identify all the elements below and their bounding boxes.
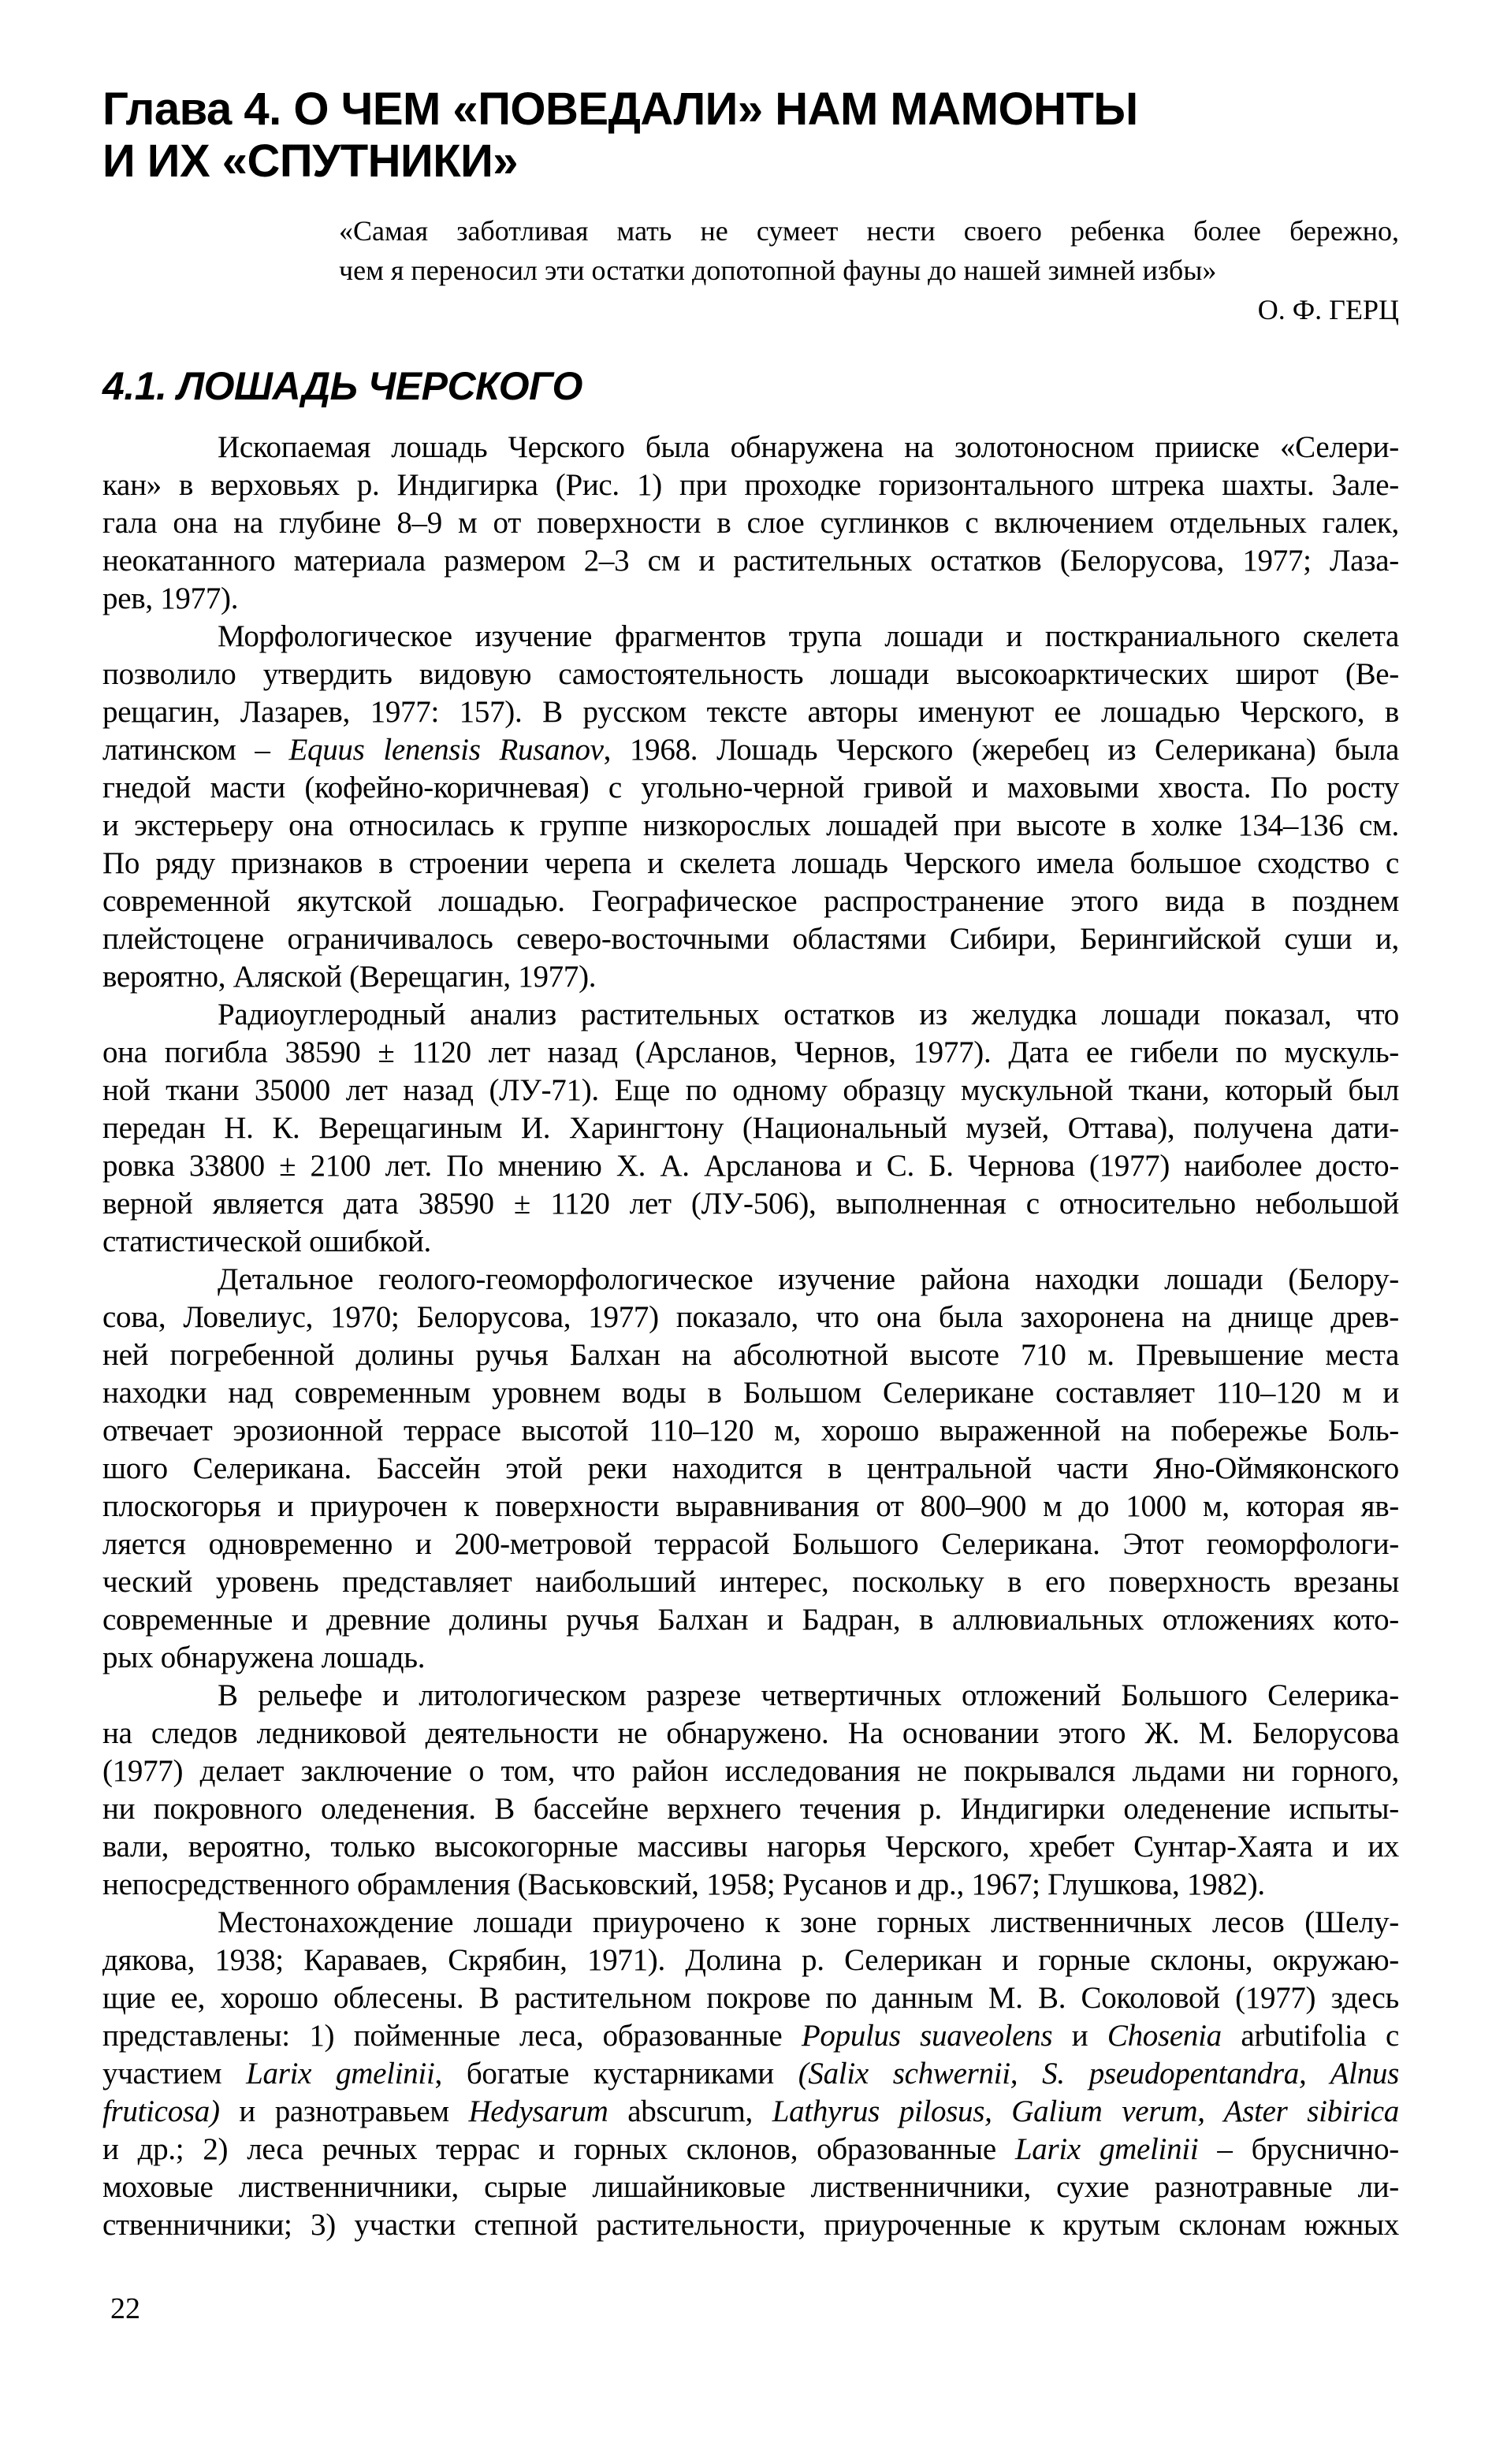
text-segment: ней погребенной долины ручья Балхан на абсолютной высоте 710 м. Превышение места: [102, 1338, 1399, 1372]
text-line: [102, 1601, 1399, 1639]
text-segment: современной якутской лошадью. Географическое распространение этого вида в позднем: [102, 884, 1399, 918]
text-segment: гнедой масти (кофейно-коричневая) с угольно-черной гривой и маховыми хвоста. По росту: [102, 771, 1399, 805]
text-segment: рев, 1977).: [102, 582, 239, 615]
text-segment: Детальное геолого-геоморфологическое изучение района находки лошади (Белору-: [218, 1262, 1399, 1296]
text-segment: передан Н. К. Верещагиным И. Харингтону (Национальный музей, Оттава), получена дати-: [102, 1111, 1399, 1145]
text-segment: По ряду признаков в строении черепа и скелета лошадь Черского имела большое сходство с: [102, 846, 1399, 880]
text-line: [102, 693, 1399, 731]
page-number: 22: [110, 2292, 140, 2325]
text-segment: ляется одновременно и 200-метровой террасой Большого Селерикана. Этот геоморфологи-: [102, 1527, 1399, 1561]
text-segment: ной ткани 35000 лет назад (ЛУ-71). Еще по одному образцу мускульной ткани, который был: [102, 1073, 1399, 1107]
text-segment: Ископаемая лошадь Черского была обнаружена на золотоносном прииске «Селери-: [218, 430, 1399, 464]
paragraph: [102, 429, 1399, 618]
text-line: [102, 1904, 1399, 1942]
text-line: [102, 542, 1399, 580]
text-segment: отвечает эрозионной террасе высотой 110–120 м, хорошо выраженной на побережье Боль-: [102, 1414, 1399, 1448]
text-line: [102, 1715, 1399, 1752]
text-line: [102, 2131, 1399, 2169]
text-segment: плейстоцене ограничивалось северо-восточными областями Сибири, Берингийской суши и,: [102, 922, 1399, 956]
text-segment: – бруснично-: [1198, 2132, 1399, 2166]
text-segment: вероятно, Аляской (Верещагин, 1977).: [102, 960, 597, 994]
text-line: [102, 2017, 1399, 2055]
text-segment: гала она на глубине 8–9 м от поверхности в слое суглинков с включением отдельных галек,: [102, 506, 1399, 540]
text-line: [102, 504, 1399, 542]
text-segment: щие ее, хорошо облесены. В растительном покрове по данным М. В. Соколовой (1977) здесь: [102, 1981, 1399, 2015]
text-line: [102, 769, 1399, 807]
paragraph: [102, 1677, 1399, 1904]
text-segment: и экстерьеру она относилась к группе низкорослых лошадей при высоте в холке 134–136 см.: [102, 808, 1399, 842]
text-segment: и разнотравьем: [219, 2094, 469, 2128]
text-segment: Морфологическое изучение фрагментов трупа лошади и посткраниального скелета: [218, 619, 1399, 653]
text-segment: сова, Ловелиус, 1970; Белорусова, 1977) показало, что она была захоронена на днище древ-: [102, 1300, 1399, 1334]
text-segment: Радиоуглеродный анализ растительных остатков из желудка лошади показал, что: [218, 998, 1399, 1031]
text-line: [102, 2169, 1399, 2206]
species-name-italic: Populus suaveolens: [801, 2019, 1053, 2053]
paragraph: [102, 1261, 1399, 1677]
text-segment: вали, вероятно, только высокогорные массивы нагорья Черского, хребет Сунтар-Хаята и их: [102, 1830, 1399, 1864]
text-line: [102, 2206, 1399, 2244]
text-segment: статистической ошибкой.: [102, 1225, 431, 1258]
text-segment: ни покровного оледенения. В бассейне верхнего течения р. Индигирки оледенение испыты-: [102, 1792, 1399, 1826]
body-text: [102, 429, 1399, 2244]
text-segment: неокатанного материала размером 2–3 см и растительных остатков (Белорусова, 1977; Лаза-: [102, 544, 1399, 578]
text-segment: участием: [102, 2057, 247, 2090]
text-segment: ровка 33800 ± 2100 лет. По мнению Х. А. Арсланова и С. Б. Чернова (1977) наиболее досто-: [102, 1149, 1399, 1183]
text-line: [102, 1639, 1399, 1677]
paragraph: [102, 1904, 1399, 2244]
text-segment: рых обнаружена лошадь.: [102, 1641, 426, 1674]
species-name-italic: (Salix schwernii, S. pseudopentandra, Alnus: [798, 2057, 1399, 2090]
species-name-italic: Chosenia: [1107, 2019, 1222, 2053]
text-line: [102, 1866, 1399, 1904]
epigraph-attribution: О. Ф. ГЕРЦ: [1257, 294, 1399, 325]
text-segment: представлены: 1) пойменные леса, образованные: [102, 2019, 802, 2053]
text-line: [102, 2055, 1399, 2093]
species-name-italic: Hedysarum: [468, 2094, 608, 2128]
text-line: [102, 1488, 1399, 1526]
epigraph-line: чем я переносил эти остатки допотопной фауны до нашей зимней избы»: [339, 255, 1217, 286]
section-heading: 4.1. ЛОШАДЬ ЧЕРСКОГО: [102, 364, 582, 408]
text-line: [102, 1450, 1399, 1488]
text-line: [102, 1072, 1399, 1109]
text-segment: находки над современным уровнем воды в Большом Селерикане составляет 110–120 м и: [102, 1376, 1399, 1410]
text-segment: arbutifolia с: [1221, 2019, 1399, 2053]
text-segment: , 1968. Лошадь Черского (жеребец из Селерикана) была: [603, 733, 1399, 767]
text-segment: рещагин, Лазарев, 1977: 157). В русском тексте авторы именуют ее лошадью Черского, в: [102, 695, 1399, 729]
text-segment: , богатые кустарниками: [434, 2057, 798, 2090]
text-line: [102, 1034, 1399, 1072]
text-line: [102, 656, 1399, 693]
paragraph: [102, 618, 1399, 996]
text-line: [102, 958, 1399, 996]
text-line: [102, 1526, 1399, 1563]
text-line: [102, 996, 1399, 1034]
species-name-italic: Lathyrus pilosus, Galium verum, Aster sibirica: [772, 2094, 1400, 2128]
text-line: [102, 1261, 1399, 1299]
text-line: [102, 1828, 1399, 1866]
text-line: [102, 429, 1399, 466]
text-segment: и др.; 2) леса речных террас и горных склонов, образованные: [102, 2132, 1015, 2166]
text-segment: Местонахождение лошади приурочено к зоне горных лиственничных лесов (Шелу-: [218, 1905, 1399, 1939]
species-name-italic: Equus lenensis Rusanov: [288, 733, 604, 767]
text-line: [102, 1979, 1399, 2017]
text-line: [102, 883, 1399, 920]
text-line: [102, 1412, 1399, 1450]
text-line: [102, 1790, 1399, 1828]
text-segment: латинском –: [102, 733, 289, 767]
text-segment: моховые лиственничники, сырые лишайниковые лиственничники, сухие разнотравные ли-: [102, 2170, 1399, 2204]
epigraph: [339, 211, 1399, 329]
text-segment: современные и древние долины ручья Балхан и Бадран, в аллювиальных отложениях кото-: [102, 1603, 1399, 1637]
text-segment: ческий уровень представляет наибольший интерес, поскольку в его поверхность врезаны: [102, 1565, 1399, 1599]
text-segment: на следов ледниковой деятельности не обнаружено. На основании этого Ж. М. Белорусова: [102, 1716, 1399, 1750]
text-line: [102, 1942, 1399, 1979]
text-line: [102, 1752, 1399, 1790]
text-line: [102, 1109, 1399, 1147]
text-segment: плоскогорья и приурочен к поверхности выравнивания от 800–900 м до 1000 м, которая яв-: [102, 1489, 1399, 1523]
text-line: [102, 1374, 1399, 1412]
text-line: [102, 1185, 1399, 1223]
text-line: [102, 845, 1399, 883]
paragraph: [102, 996, 1399, 1261]
text-segment: дякова, 1938; Караваев, Скрябин, 1971). Долина р. Селерикан и горные склоны, окружаю-: [102, 1943, 1399, 1977]
text-line: [102, 1563, 1399, 1601]
species-name-italic: fruticosa): [102, 2094, 220, 2128]
text-line: [102, 731, 1399, 769]
text-line: [102, 580, 1399, 618]
text-line: [102, 2093, 1399, 2131]
text-segment: ственничники; 3) участки степной растительности, приуроченные к крутым склонам южных: [102, 2208, 1399, 2242]
text-line: [102, 618, 1399, 656]
text-line: [102, 466, 1399, 504]
text-segment: верной является дата 38590 ± 1120 лет (ЛУ-506), выполненная с относительно небольшой: [102, 1187, 1399, 1221]
text-line: [102, 807, 1399, 845]
chapter-title-line: Глава 4. О ЧЕМ «ПОВЕДАЛИ» НАМ МАМОНТЫ: [102, 84, 1138, 135]
text-segment: abscurum,: [608, 2094, 772, 2128]
text-line: [102, 1336, 1399, 1374]
text-segment: непосредственного обрамления (Васьковский, 1958; Русанов и др., 1967; Глушкова, 1982).: [102, 1868, 1265, 1901]
text-segment: и: [1052, 2019, 1107, 2053]
species-name-italic: Larix gmelinii: [1014, 2132, 1199, 2166]
chapter-title-line: И ИХ «СПУТНИКИ»: [102, 136, 519, 187]
epigraph-line: «Самая заботливая мать не сумеет нести своего ребенка более бережно,: [339, 215, 1399, 247]
text-segment: она погибла 38590 ± 1120 лет назад (Арсланов, Чернов, 1977). Дата ее гибели по мускуль-: [102, 1035, 1399, 1069]
text-line: [102, 1223, 1399, 1261]
text-segment: В рельефе и литологическом разрезе четвертичных отложений Большого Селерика-: [218, 1678, 1399, 1712]
text-segment: шого Селерикана. Бассейн этой реки находится в центральной части Яно-Оймяконского: [102, 1451, 1399, 1485]
text-segment: кан» в верховьях р. Индигирка (Рис. 1) при проходке горизонтального штрека шахты. Зале-: [102, 468, 1399, 502]
text-segment: позволило утвердить видовую самостоятельность лошади высокоарктических широт (Ве-: [102, 657, 1399, 691]
text-segment: (1977) делает заключение о том, что район исследования не покрывался льдами ни горного,: [102, 1754, 1399, 1788]
text-line: [102, 1677, 1399, 1715]
text-line: [102, 920, 1399, 958]
text-line: [102, 1147, 1399, 1185]
chapter-title: [102, 0, 1399, 188]
species-name-italic: Larix gmelinii: [246, 2057, 435, 2090]
text-line: [102, 1299, 1399, 1336]
